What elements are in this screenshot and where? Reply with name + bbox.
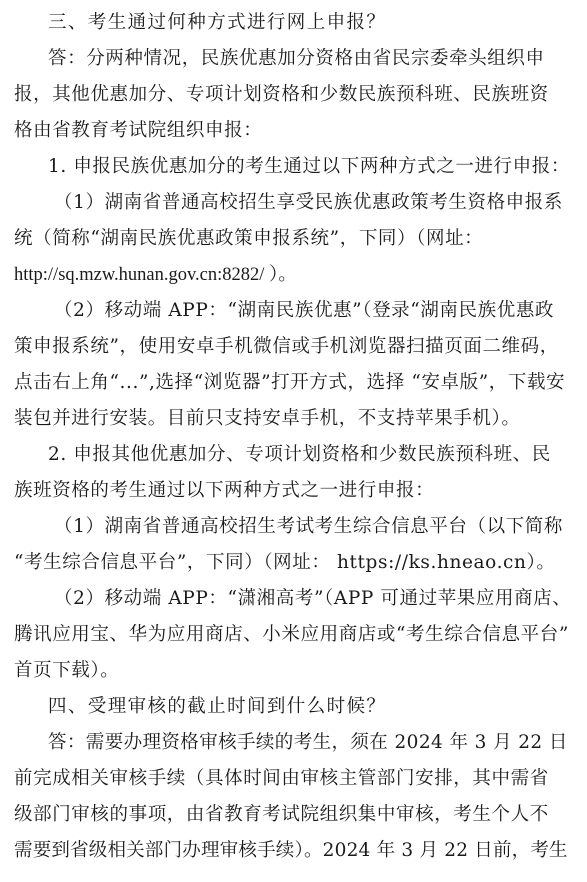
item-1-sub-1-line: 统（简称“湖南民族优惠政策申报系统”，下同）（网址： (14, 228, 484, 249)
item-2-sub-1-line: “考生综合信息平台”，下同）（网址： https://ks.hneao.cn）。 (14, 552, 556, 573)
item-2-sub-2-line: 首页下载）。 (14, 660, 120, 681)
item-2-sub-2-line: 腾讯应用宝、华为应用商店、小米应用商店或“考生综合信息平台” (14, 624, 569, 645)
section-heading-4: 四、受理审核的截止时间到什么时候？ (48, 696, 387, 717)
item-1-sub-2-line: 策申报系统”，使用安卓手机微信或手机浏览器扫描页面二维码， (14, 336, 559, 357)
document-page (14, 0, 574, 882)
item-1-heading: 1. 申报民族优惠加分的考生通过以下两种方式之一进行申报： (48, 156, 570, 177)
answer-paragraph-line: 报，其他优惠加分、专项计划资格和少数民族预科班、民族班资 (14, 84, 549, 105)
item-1-sub-2-line: （2）移动端 APP：“湖南民族优惠”（登录“湖南民族优惠政 (54, 300, 555, 321)
item-1-sub-2-line: 点击右上角“...”,选择“浏览器”打开方式，选择 “安卓版”，下载安 (14, 372, 566, 393)
section-heading-3: 三、考生通过何种方式进行网上申报？ (48, 12, 387, 33)
answer-paragraph-line: 级部门审核的事项，由省教育考试院组织集中审核，考生个人不 (14, 804, 549, 825)
answer-paragraph-line: 前完成相关审核手续（具体时间由审核主管部门安排，其中需省 (14, 768, 549, 789)
item-1-sub-2-line: 装包并进行安装。目前只支持安卓手机，不支持苹果手机）。 (14, 408, 521, 429)
item-2-sub-2-line: （2）移动端 APP：“潇湘高考”（APP 可通过苹果应用商店、 (54, 588, 572, 609)
item-1-url-line: http://sq.mzw.hunan.gov.cn:8282/ ）。 (14, 265, 297, 285)
item-2-heading-line: 族班资格的考生通过以下两种方式之一进行申报： (14, 480, 435, 501)
item-1-sub-1-line: （1）湖南省普通高校招生享受民族优惠政策考生资格申报系 (54, 192, 563, 213)
item-2-heading: 2. 申报其他优惠加分、专项计划资格和少数民族预科班、民 (48, 444, 551, 465)
answer-paragraph-line: 需要到省级相关部门办理审核手续）。2024 年 3 月 22 日前，考生 (14, 840, 568, 861)
answer-paragraph-line: 答：需要办理资格审核手续的考生，须在 2024 年 3 月 22 日 (48, 732, 568, 753)
answer-paragraph-line: 答：分两种情况，民族优惠加分资格由省民宗委牵头组织申 (48, 48, 545, 69)
item-2-sub-1-line: （1）湖南省普通高校招生考试考生综合信息平台（以下简称 (54, 516, 563, 537)
answer-paragraph-line: 格由省教育考试院组织申报： (14, 120, 263, 141)
